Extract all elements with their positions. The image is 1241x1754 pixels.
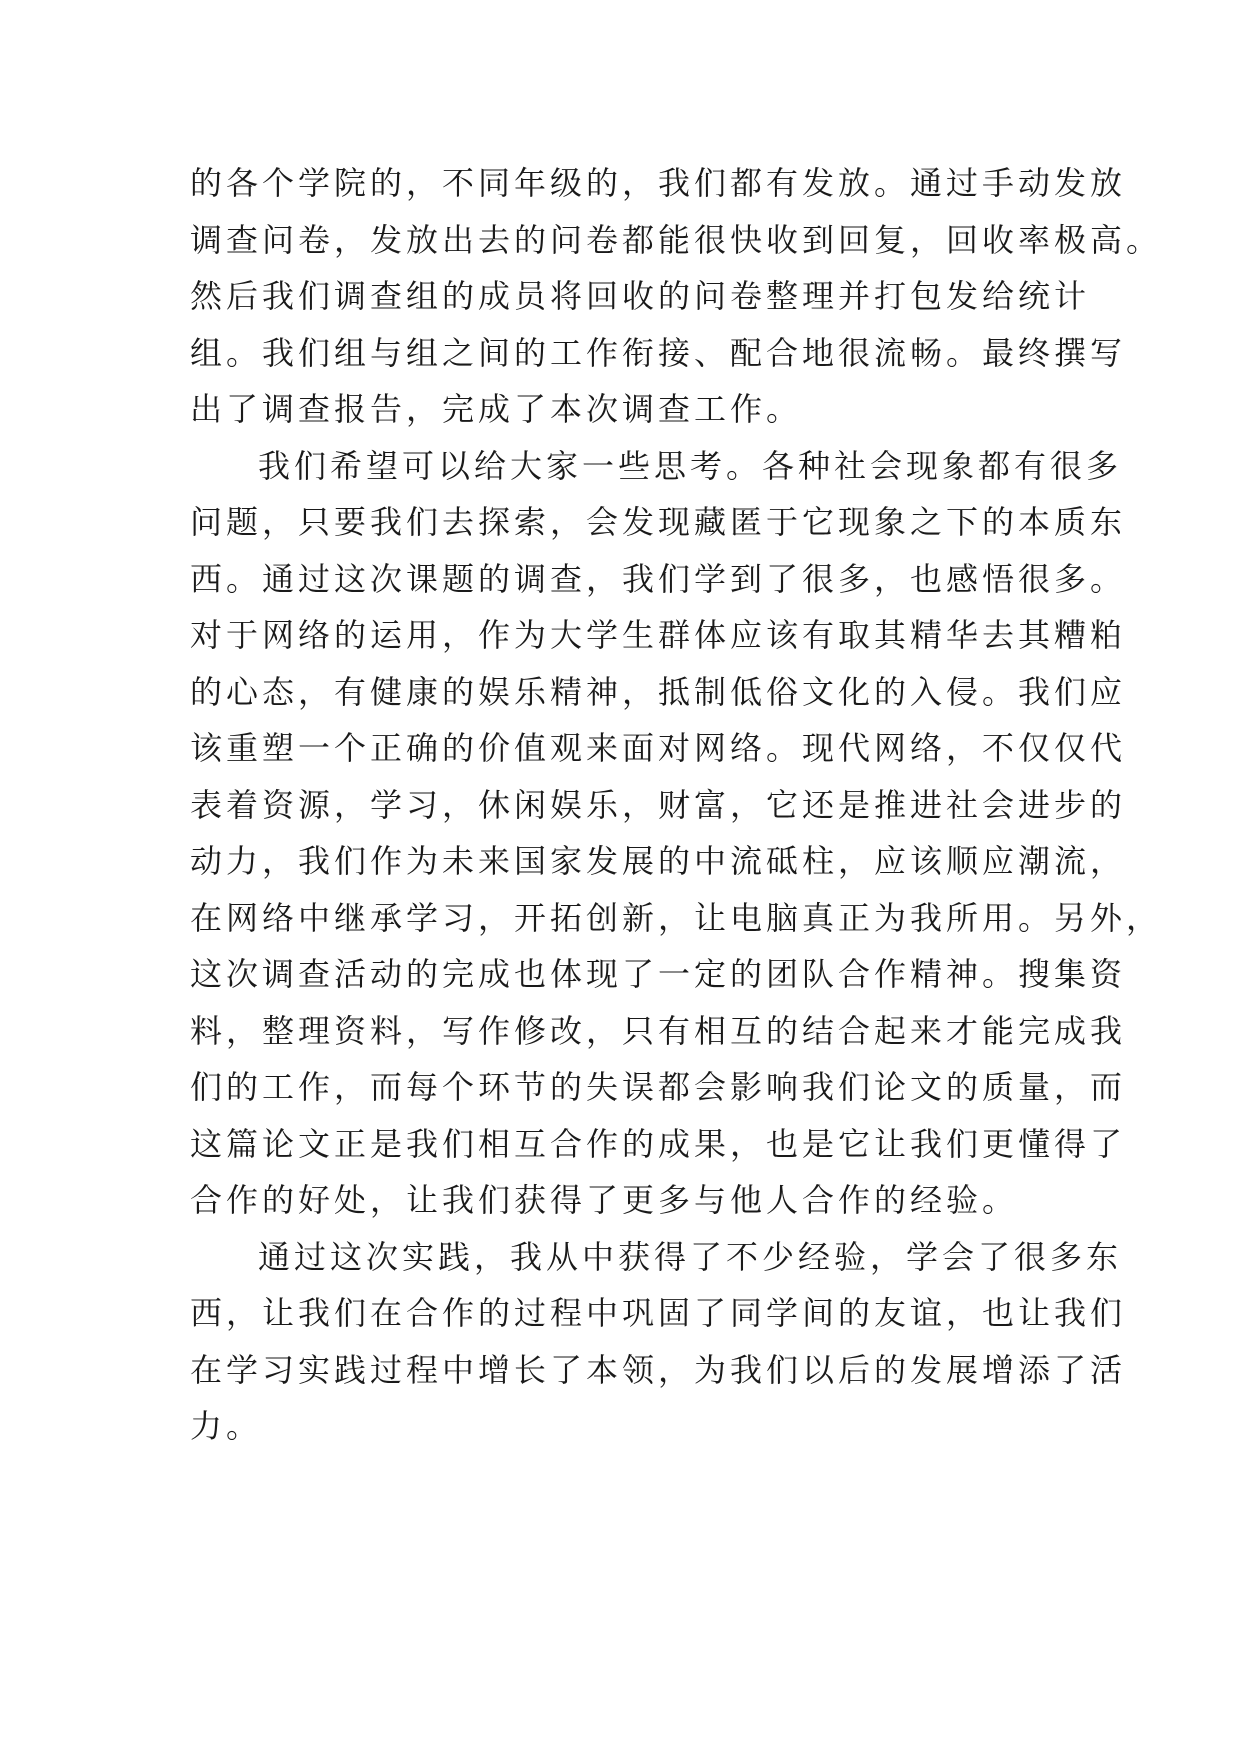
text-line: 动力，我们作为未来国家发展的中流砥柱，应该顺应潮流， [190, 842, 1127, 880]
text-line: 在学习实践过程中增长了本领，为我们以后的发展增添了活 [190, 1350, 1127, 1389]
text-line: 该重塑一个正确的价值观来面对网络。现代网络，不仅仅代 [190, 729, 1127, 767]
paragraph-2 [190, 438, 1163, 1229]
text-line: 调查问卷，发放出去的问卷都能很快收到回复，回收率极高。 [190, 220, 1163, 259]
text-line: 们的工作，而每个环节的失误都会影响我们论文的质量，而 [190, 1068, 1127, 1106]
text-line: 通过这次实践，我从中获得了不少经验，学会了很多东 [258, 1237, 1123, 1276]
text-line: 组。我们组与组之间的工作衔接、配合地很流畅。最终撰写 [190, 333, 1127, 372]
text-line: 的各个学院的，不同年级的，我们都有发放。通过手动发放 [190, 164, 1127, 202]
text-line: 力。 [190, 1407, 263, 1445]
text-line: 表着资源，学习，休闲娱乐，财富，它还是推进社会进步的 [190, 785, 1127, 824]
text-line: 的心态，有健康的娱乐精神，抵制低俗文化的入侵。我们应 [190, 672, 1127, 711]
text-line: 西。通过这次课题的调查，我们学到了很多，也感悟很多。 [190, 559, 1127, 598]
text-line: 我们希望可以给大家一些思考。各种社会现象都有很多 [258, 446, 1123, 485]
text-line: 问题，只要我们去探索，会发现藏匿于它现象之下的本质东 [190, 503, 1127, 541]
paragraph-3 [190, 1229, 1127, 1455]
body-text [190, 155, 1163, 1455]
text-line: 然后我们调查组的成员将回收的问卷整理并打包发给统计 [190, 277, 1091, 315]
paragraph-1 [190, 155, 1163, 438]
text-line: 这次调查活动的完成也体现了一定的团队合作精神。搜集资 [190, 955, 1127, 993]
text-line: 这篇论文正是我们相互合作的成果，也是它让我们更懂得了 [190, 1124, 1127, 1163]
text-line: 料，整理资料，写作修改，只有相互的结合起来才能完成我 [190, 1011, 1127, 1050]
text-line: 在网络中继承学习，开拓创新，让电脑真正为我所用。另外， [190, 898, 1163, 937]
text-line: 合作的好处，让我们获得了更多与他人合作的经验。 [190, 1181, 1019, 1219]
text-line: 出了调查报告，完成了本次调查工作。 [190, 390, 803, 428]
text-line: 对于网络的运用，作为大学生群体应该有取其精华去其糟粕 [190, 616, 1127, 654]
text-line: 西，让我们在合作的过程中巩固了同学间的友谊，也让我们 [190, 1294, 1127, 1332]
